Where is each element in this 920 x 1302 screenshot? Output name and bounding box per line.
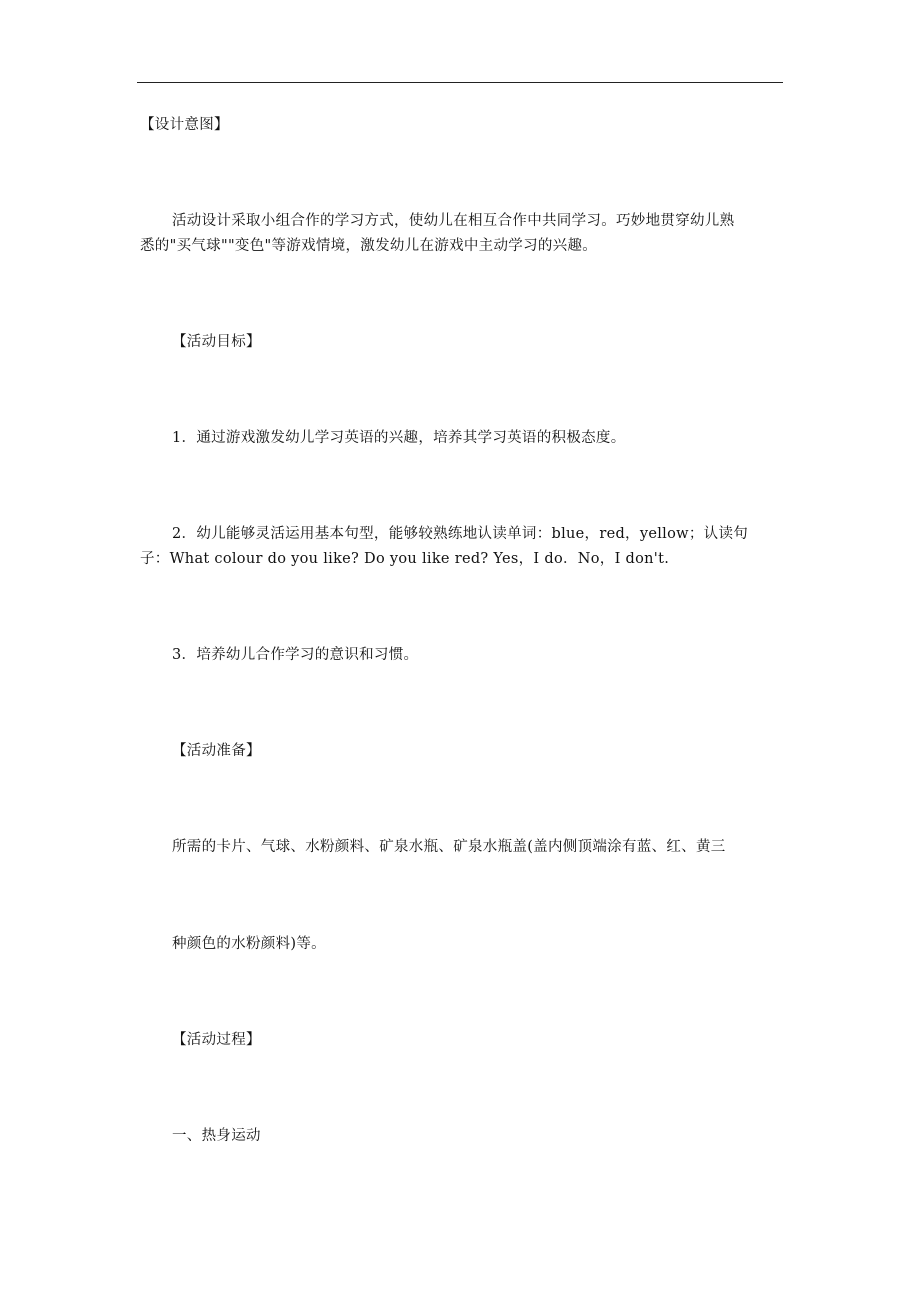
goal-1: 1．通过游戏激发幼儿学习英语的兴趣，培养其学习英语的积极态度。	[172, 430, 626, 446]
process-heading: 【活动过程】	[172, 1032, 261, 1048]
prep-text-line-2: 种颜色的水粉颜料)等。	[172, 936, 326, 952]
goal-3: 3．培养幼儿合作学习的意识和习惯。	[172, 647, 419, 663]
goal-2-line-2: 子：What colour do you like? Do you like red? Yes，I do．No，I don't.	[140, 551, 670, 567]
goal-2-line-1: 2．幼儿能够灵活运用基本句型，能够较熟练地认读单词：blue，red，yellow；认读句	[172, 526, 749, 542]
prep-heading: 【活动准备】	[172, 743, 261, 759]
goals-heading: 【活动目标】	[172, 334, 261, 350]
design-intent-text-line-1: 活动设计采取小组合作的学习方式，使幼儿在相互合作中共同学习。巧妙地贯穿幼儿熟	[172, 213, 735, 229]
prep-text-line-1: 所需的卡片、气球、水粉颜料、矿泉水瓶、矿泉水瓶盖(盖内侧顶端涂有蓝、红、黄三	[172, 839, 726, 855]
header-rule	[137, 82, 783, 83]
design-intent-heading: 【设计意图】	[140, 117, 229, 133]
design-intent-text-line-2: 悉的"买气球""变色"等游戏情境，激发幼儿在游戏中主动学习的兴趣。	[140, 238, 598, 254]
process-step-1: 一、热身运动	[172, 1128, 261, 1144]
